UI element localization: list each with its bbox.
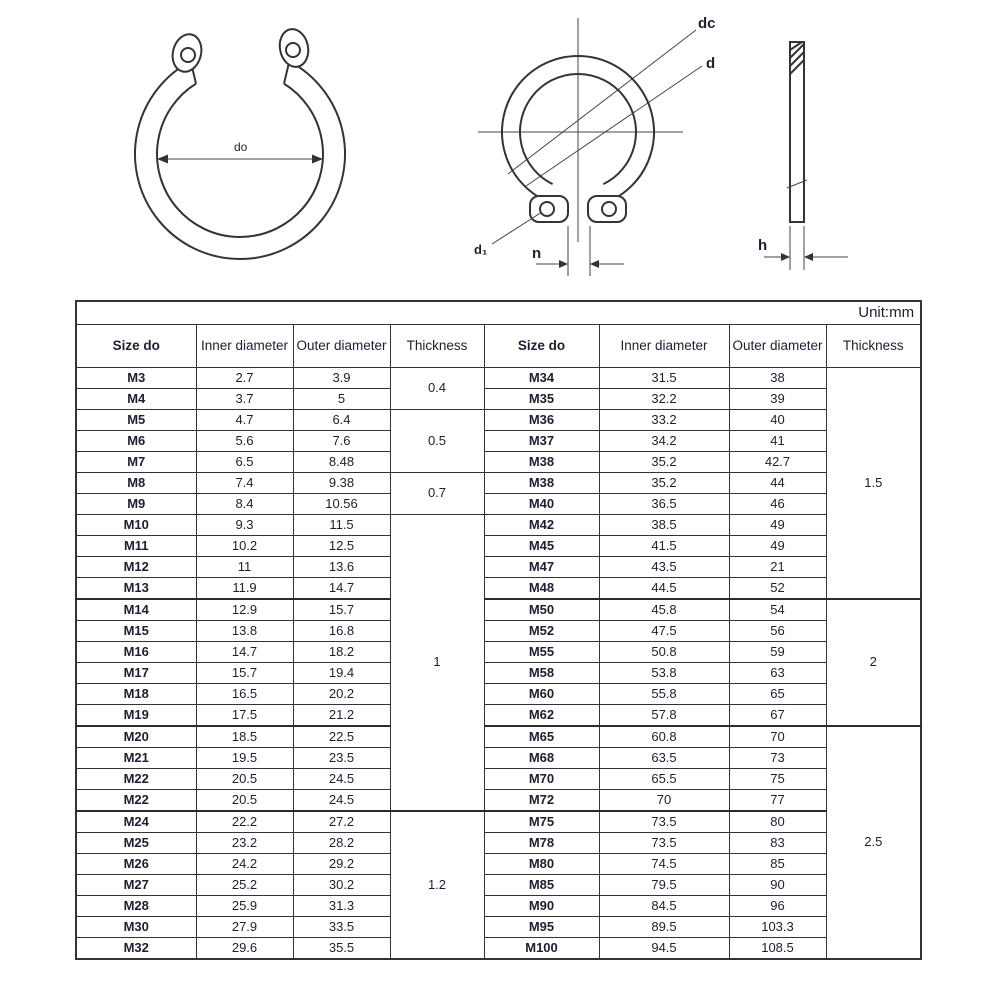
- do-dimension-label: do: [234, 140, 248, 154]
- outer-diameter-cell: 73: [729, 748, 826, 769]
- inner-diameter-cell: 16.5: [196, 684, 293, 705]
- outer-diameter-cell: 24.5: [293, 769, 390, 790]
- diagram-section: [0, 0, 1000, 296]
- h-dimension-label: h: [758, 237, 768, 254]
- size-cell: M55: [484, 642, 599, 663]
- table-row: [76, 769, 921, 790]
- inner-diameter-cell: 24.2: [196, 854, 293, 875]
- size-cell: M10: [76, 515, 196, 536]
- table-row: [76, 790, 921, 812]
- size-cell: M90: [484, 896, 599, 917]
- outer-diameter-cell: 23.5: [293, 748, 390, 769]
- table-row: [76, 917, 921, 938]
- outer-diameter-cell: 77: [729, 790, 826, 812]
- table-row: [76, 663, 921, 684]
- inner-diameter-cell: 11: [196, 557, 293, 578]
- outer-diameter-cell: 28.2: [293, 833, 390, 854]
- table-row: [76, 811, 921, 833]
- size-cell: M25: [76, 833, 196, 854]
- inner-diameter-cell: 27.9: [196, 917, 293, 938]
- thickness-cell: 1.2: [390, 811, 484, 959]
- size-cell: M65: [484, 726, 599, 748]
- d-leader-line: [526, 66, 702, 186]
- thickness-cell: 2: [826, 599, 921, 726]
- inner-diameter-cell: 55.8: [599, 684, 729, 705]
- outer-diameter-cell: 49: [729, 515, 826, 536]
- inner-diameter-cell: 84.5: [599, 896, 729, 917]
- outer-diameter-cell: 11.5: [293, 515, 390, 536]
- size-cell: M52: [484, 621, 599, 642]
- table-row: [76, 473, 921, 494]
- thickness-cell: 0.7: [390, 473, 484, 515]
- inner-diameter-cell: 35.2: [599, 473, 729, 494]
- column-header-size-left: Size do: [76, 325, 196, 368]
- size-cell: M19: [76, 705, 196, 727]
- inner-diameter-cell: 8.4: [196, 494, 293, 515]
- inner-diameter-cell: 32.2: [599, 389, 729, 410]
- size-cell: M40: [484, 494, 599, 515]
- outer-diameter-cell: 16.8: [293, 621, 390, 642]
- size-cell: M36: [484, 410, 599, 431]
- inner-diameter-cell: 79.5: [599, 875, 729, 896]
- size-cell: M8: [76, 473, 196, 494]
- inner-diameter-cell: 73.5: [599, 811, 729, 833]
- d-dimension-label: d: [706, 55, 716, 72]
- inner-diameter-cell: 41.5: [599, 536, 729, 557]
- size-cell: M11: [76, 536, 196, 557]
- size-cell: M68: [484, 748, 599, 769]
- size-cell: M13: [76, 578, 196, 600]
- size-cell: M35: [484, 389, 599, 410]
- unit-row: [76, 301, 921, 325]
- table-row: [76, 494, 921, 515]
- outer-diameter-cell: 24.5: [293, 790, 390, 812]
- inner-diameter-cell: 13.8: [196, 621, 293, 642]
- outer-diameter-cell: 44: [729, 473, 826, 494]
- outer-diameter-cell: 14.7: [293, 578, 390, 600]
- inner-diameter-cell: 34.2: [599, 431, 729, 452]
- outer-diameter-cell: 22.5: [293, 726, 390, 748]
- inner-diameter-cell: 33.2: [599, 410, 729, 431]
- size-cell: M20: [76, 726, 196, 748]
- size-cell: M7: [76, 452, 196, 473]
- table-row: [76, 875, 921, 896]
- outer-diameter-cell: 19.4: [293, 663, 390, 684]
- spec-table-body: [76, 368, 921, 960]
- circlip-side-view-diagram: [752, 12, 922, 288]
- outer-diameter-cell: 12.5: [293, 536, 390, 557]
- inner-diameter-cell: 17.5: [196, 705, 293, 727]
- table-row: [76, 389, 921, 410]
- size-cell: M58: [484, 663, 599, 684]
- table-row: [76, 536, 921, 557]
- outer-diameter-cell: 8.48: [293, 452, 390, 473]
- size-cell: M15: [76, 621, 196, 642]
- inner-diameter-cell: 15.7: [196, 663, 293, 684]
- size-cell: M21: [76, 748, 196, 769]
- size-cell: M3: [76, 368, 196, 389]
- size-cell: M16: [76, 642, 196, 663]
- size-cell: M24: [76, 811, 196, 833]
- table-row: [76, 410, 921, 431]
- outer-diameter-cell: 27.2: [293, 811, 390, 833]
- outer-diameter-cell: 75: [729, 769, 826, 790]
- outer-diameter-cell: 40: [729, 410, 826, 431]
- table-row: [76, 726, 921, 748]
- table-row: [76, 684, 921, 705]
- size-cell: M4: [76, 389, 196, 410]
- outer-diameter-cell: 80: [729, 811, 826, 833]
- circlip-front-view-diagram: [110, 4, 370, 292]
- size-cell: M48: [484, 578, 599, 600]
- size-cell: M70: [484, 769, 599, 790]
- inner-diameter-cell: 20.5: [196, 769, 293, 790]
- table-row: [76, 833, 921, 854]
- outer-diameter-cell: 52: [729, 578, 826, 600]
- table-row: [76, 938, 921, 960]
- outer-diameter-cell: 49: [729, 536, 826, 557]
- inner-diameter-cell: 2.7: [196, 368, 293, 389]
- size-cell: M80: [484, 854, 599, 875]
- unit-label: Unit:mm: [76, 301, 921, 325]
- outer-diameter-cell: 33.5: [293, 917, 390, 938]
- table-row: [76, 368, 921, 389]
- outer-diameter-cell: 67: [729, 705, 826, 727]
- outer-diameter-cell: 108.5: [729, 938, 826, 960]
- inner-diameter-cell: 50.8: [599, 642, 729, 663]
- outer-diameter-cell: 59: [729, 642, 826, 663]
- inner-diameter-cell: 23.2: [196, 833, 293, 854]
- outer-diameter-cell: 65: [729, 684, 826, 705]
- outer-diameter-cell: 35.5: [293, 938, 390, 960]
- do-arrowhead-left: [157, 155, 168, 164]
- inner-diameter-cell: 70: [599, 790, 729, 812]
- table-row: [76, 896, 921, 917]
- size-cell: M72: [484, 790, 599, 812]
- inner-diameter-cell: 14.7: [196, 642, 293, 663]
- lug-left: [169, 31, 206, 75]
- inner-diameter-cell: 10.2: [196, 536, 293, 557]
- outer-diameter-cell: 30.2: [293, 875, 390, 896]
- outer-diameter-cell: 38: [729, 368, 826, 389]
- inner-diameter-cell: 74.5: [599, 854, 729, 875]
- outer-diameter-cell: 6.4: [293, 410, 390, 431]
- d1-dimension-label: d₁: [474, 242, 488, 257]
- header-row: [76, 325, 921, 368]
- thickness-cell: 2.5: [826, 726, 921, 959]
- outer-diameter-cell: 5: [293, 389, 390, 410]
- inner-diameter-cell: 25.2: [196, 875, 293, 896]
- h-arrowhead-left: [781, 253, 790, 261]
- inner-diameter-cell: 25.9: [196, 896, 293, 917]
- size-cell: M9: [76, 494, 196, 515]
- ring-inner-arc: [157, 84, 323, 237]
- outer-diameter-cell: 103.3: [729, 917, 826, 938]
- outer-diameter-cell: 31.3: [293, 896, 390, 917]
- dc-dimension-label: dc: [698, 15, 716, 32]
- table-row: [76, 599, 921, 621]
- inner-diameter-cell: 19.5: [196, 748, 293, 769]
- table-row: [76, 621, 921, 642]
- table-row: [76, 557, 921, 578]
- inner-diameter-cell: 35.2: [599, 452, 729, 473]
- outer-diameter-cell: 90: [729, 875, 826, 896]
- n-dimension-label: n: [532, 245, 542, 262]
- inner-diameter-cell: 45.8: [599, 599, 729, 621]
- outer-diameter-cell: 15.7: [293, 599, 390, 621]
- column-header-size-right: Size do: [484, 325, 599, 368]
- outer-diameter-cell: 54: [729, 599, 826, 621]
- outer-diameter-cell: 41: [729, 431, 826, 452]
- inner-diameter-cell: 89.5: [599, 917, 729, 938]
- size-cell: M32: [76, 938, 196, 960]
- size-cell: M38: [484, 473, 599, 494]
- size-cell: M34: [484, 368, 599, 389]
- outer-diameter-cell: 96: [729, 896, 826, 917]
- inner-diameter-cell: 47.5: [599, 621, 729, 642]
- lug-right: [588, 196, 626, 222]
- size-cell: M6: [76, 431, 196, 452]
- inner-diameter-cell: 60.8: [599, 726, 729, 748]
- size-cell: M95: [484, 917, 599, 938]
- outer-diameter-cell: 20.2: [293, 684, 390, 705]
- size-cell: M85: [484, 875, 599, 896]
- outer-diameter-cell: 21.2: [293, 705, 390, 727]
- inner-diameter-cell: 22.2: [196, 811, 293, 833]
- table-row: [76, 748, 921, 769]
- outer-diameter-cell: 3.9: [293, 368, 390, 389]
- inner-diameter-cell: 94.5: [599, 938, 729, 960]
- inner-diameter-cell: 20.5: [196, 790, 293, 812]
- outer-diameter-cell: 83: [729, 833, 826, 854]
- d1-leader-line: [492, 212, 542, 244]
- h-arrowhead-right: [804, 253, 813, 261]
- inner-diameter-cell: 43.5: [599, 557, 729, 578]
- inner-diameter-cell: 4.7: [196, 410, 293, 431]
- inner-diameter-cell: 7.4: [196, 473, 293, 494]
- table-row: [76, 515, 921, 536]
- outer-diameter-cell: 9.38: [293, 473, 390, 494]
- inner-diameter-cell: 12.9: [196, 599, 293, 621]
- size-cell: M38: [484, 452, 599, 473]
- size-cell: M5: [76, 410, 196, 431]
- size-cell: M60: [484, 684, 599, 705]
- outer-diameter-cell: 56: [729, 621, 826, 642]
- outer-diameter-cell: 29.2: [293, 854, 390, 875]
- size-cell: M14: [76, 599, 196, 621]
- size-cell: M75: [484, 811, 599, 833]
- inner-diameter-cell: 63.5: [599, 748, 729, 769]
- outer-diameter-cell: 46: [729, 494, 826, 515]
- inner-diameter-cell: 53.8: [599, 663, 729, 684]
- lug-right: [276, 27, 311, 70]
- outer-diameter-cell: 21: [729, 557, 826, 578]
- size-cell: M100: [484, 938, 599, 960]
- size-cell: M17: [76, 663, 196, 684]
- thickness-cell: 1.5: [826, 368, 921, 600]
- outer-diameter-cell: 7.6: [293, 431, 390, 452]
- table-row: [76, 578, 921, 600]
- dimension-table: [75, 300, 922, 960]
- size-cell: M50: [484, 599, 599, 621]
- outer-diameter-cell: 13.6: [293, 557, 390, 578]
- inner-diameter-cell: 11.9: [196, 578, 293, 600]
- do-arrowhead-right: [312, 155, 323, 164]
- inner-diameter-cell: 73.5: [599, 833, 729, 854]
- size-cell: M18: [76, 684, 196, 705]
- inner-diameter-cell: 6.5: [196, 452, 293, 473]
- table-row: [76, 642, 921, 663]
- size-cell: M37: [484, 431, 599, 452]
- size-cell: M22: [76, 790, 196, 812]
- inner-diameter-cell: 65.5: [599, 769, 729, 790]
- outer-diameter-cell: 39: [729, 389, 826, 410]
- inner-diameter-cell: 44.5: [599, 578, 729, 600]
- column-header-thickness-right: Thickness: [826, 325, 921, 368]
- size-cell: M45: [484, 536, 599, 557]
- thickness-cell: 0.4: [390, 368, 484, 410]
- table-section: [75, 300, 1000, 960]
- table-row: [76, 452, 921, 473]
- size-cell: M47: [484, 557, 599, 578]
- column-header-outer-right: Outer diameter: [729, 325, 826, 368]
- size-cell: M27: [76, 875, 196, 896]
- outer-diameter-cell: 63: [729, 663, 826, 684]
- size-cell: M22: [76, 769, 196, 790]
- size-cell: M30: [76, 917, 196, 938]
- thickness-cell: 0.5: [390, 410, 484, 473]
- inner-diameter-cell: 31.5: [599, 368, 729, 389]
- inner-diameter-cell: 9.3: [196, 515, 293, 536]
- size-cell: M28: [76, 896, 196, 917]
- table-row: [76, 854, 921, 875]
- inner-diameter-cell: 18.5: [196, 726, 293, 748]
- inner-diameter-cell: 3.7: [196, 389, 293, 410]
- table-row: [76, 431, 921, 452]
- n-arrowhead-left: [559, 260, 568, 268]
- table-row: [76, 705, 921, 727]
- column-header-inner-right: Inner diameter: [599, 325, 729, 368]
- size-cell: M12: [76, 557, 196, 578]
- circlip-dimension-view-diagram: [468, 2, 730, 292]
- inner-diameter-cell: 36.5: [599, 494, 729, 515]
- lug-left: [530, 196, 568, 222]
- outer-diameter-cell: 70: [729, 726, 826, 748]
- size-cell: M26: [76, 854, 196, 875]
- size-cell: M62: [484, 705, 599, 727]
- inner-diameter-cell: 57.8: [599, 705, 729, 727]
- inner-diameter-cell: 5.6: [196, 431, 293, 452]
- side-profile-bar: [790, 42, 804, 222]
- column-header-thickness-left: Thickness: [390, 325, 484, 368]
- thickness-cell: 1: [390, 515, 484, 812]
- outer-diameter-cell: 85: [729, 854, 826, 875]
- size-cell: M42: [484, 515, 599, 536]
- size-cell: M78: [484, 833, 599, 854]
- outer-diameter-cell: 42.7: [729, 452, 826, 473]
- n-arrowhead-right: [590, 260, 599, 268]
- outer-diameter-cell: 18.2: [293, 642, 390, 663]
- outer-diameter-cell: 10.56: [293, 494, 390, 515]
- dc-leader-line: [508, 30, 696, 174]
- column-header-inner-left: Inner diameter: [196, 325, 293, 368]
- inner-diameter-cell: 38.5: [599, 515, 729, 536]
- column-header-outer-left: Outer diameter: [293, 325, 390, 368]
- inner-diameter-cell: 29.6: [196, 938, 293, 960]
